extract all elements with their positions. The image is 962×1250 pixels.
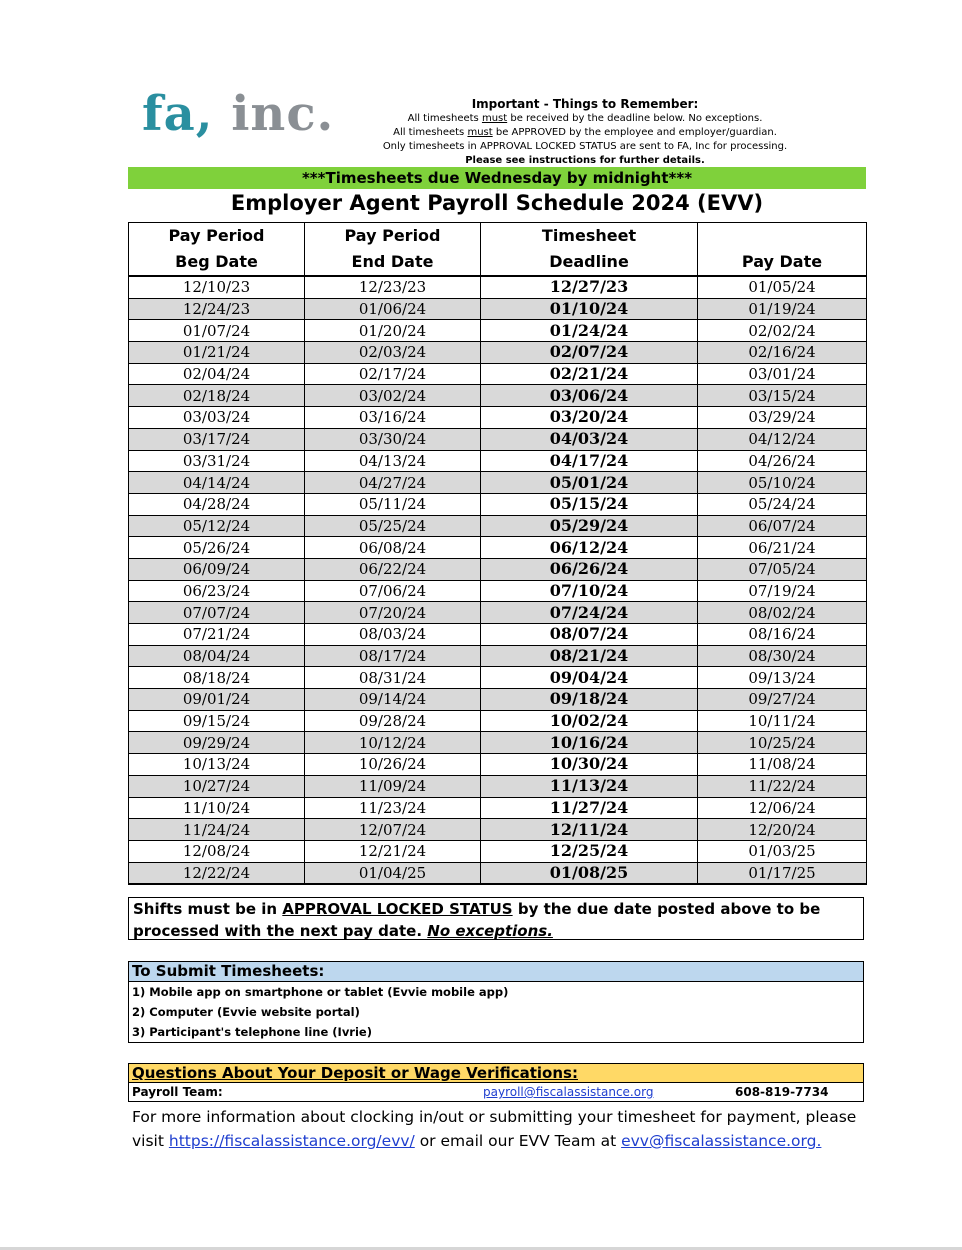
text: All timesheets — [407, 113, 482, 124]
cell-beg-date: 01/07/24 — [129, 320, 305, 342]
cell-pay-date: 07/05/24 — [698, 558, 867, 580]
no-exceptions-text: No exceptions. — [427, 922, 553, 940]
cell-deadline: 04/17/24 — [481, 450, 698, 472]
important-line-1 — [380, 112, 790, 126]
cell-deadline: 04/03/24 — [481, 428, 698, 450]
table-row — [129, 580, 867, 602]
cell-beg-date: 02/18/24 — [129, 385, 305, 407]
text: or email our EVV Team at — [414, 1132, 622, 1150]
cell-deadline: 03/06/24 — [481, 385, 698, 407]
table-row — [129, 732, 867, 754]
important-line-2 — [380, 126, 790, 140]
cell-pay-date: 12/06/24 — [698, 797, 867, 819]
cell-pay-date: 10/25/24 — [698, 732, 867, 754]
schedule-title: Employer Agent Payroll Schedule 2024 (EVV) — [230, 191, 764, 215]
cell-deadline: 02/21/24 — [481, 363, 698, 385]
cell-end-date: 03/02/24 — [305, 385, 481, 407]
table-row — [129, 667, 867, 689]
cell-pay-date: 11/08/24 — [698, 754, 867, 776]
cell-deadline: 05/29/24 — [481, 515, 698, 537]
cell-end-date: 09/28/24 — [305, 710, 481, 732]
table-row — [129, 819, 867, 841]
cell-deadline: 06/12/24 — [481, 537, 698, 559]
cell-pay-date: 04/12/24 — [698, 428, 867, 450]
payroll-team-label: Payroll Team: — [132, 1085, 223, 1099]
table-row — [129, 320, 867, 342]
cell-deadline: 09/18/24 — [481, 689, 698, 711]
cell-beg-date: 06/23/24 — [129, 580, 305, 602]
cell-deadline: 09/04/24 — [481, 667, 698, 689]
cell-pay-date: 09/13/24 — [698, 667, 867, 689]
cell-deadline: 10/02/24 — [481, 710, 698, 732]
cell-beg-date: 08/18/24 — [129, 667, 305, 689]
cell-pay-date: 06/07/24 — [698, 515, 867, 537]
payroll-schedule-table — [128, 222, 867, 885]
table-row — [129, 602, 867, 624]
cell-pay-date: 09/27/24 — [698, 689, 867, 711]
cell-beg-date: 04/14/24 — [129, 472, 305, 494]
cell-deadline: 06/26/24 — [481, 558, 698, 580]
cell-deadline: 11/13/24 — [481, 775, 698, 797]
table-row — [129, 407, 867, 429]
cell-deadline: 07/10/24 — [481, 580, 698, 602]
cell-beg-date: 12/10/23 — [129, 276, 305, 298]
questions-header-text: Questions About Your Deposit or Wage Verifications: — [132, 1064, 578, 1082]
cell-beg-date: 01/21/24 — [129, 342, 305, 364]
submit-item-computer: 2) Computer (Evvie website portal) — [132, 1005, 360, 1019]
cell-end-date: 06/22/24 — [305, 558, 481, 580]
cell-pay-date: 05/10/24 — [698, 472, 867, 494]
payroll-email-link[interactable]: payroll@fiscalassistance.org — [483, 1085, 654, 1099]
cell-pay-date: 03/01/24 — [698, 363, 867, 385]
cell-end-date: 10/26/24 — [305, 754, 481, 776]
cell-end-date: 12/07/24 — [305, 819, 481, 841]
cell-beg-date: 03/17/24 — [129, 428, 305, 450]
header-line: End Date — [351, 252, 434, 271]
payroll-team-row — [129, 1083, 863, 1102]
cell-pay-date: 03/15/24 — [698, 385, 867, 407]
table-body — [129, 276, 867, 884]
submit-timesheets-box — [128, 961, 864, 1043]
payroll-phone: 608-819-7734 — [735, 1085, 829, 1099]
cell-end-date: 12/21/24 — [305, 840, 481, 862]
header-beg-date — [129, 223, 305, 277]
cell-end-date: 05/25/24 — [305, 515, 481, 537]
cell-pay-date: 06/21/24 — [698, 537, 867, 559]
cell-end-date: 01/20/24 — [305, 320, 481, 342]
header-pay-date — [698, 223, 867, 277]
cell-beg-date: 10/13/24 — [129, 754, 305, 776]
cell-deadline: 02/07/24 — [481, 342, 698, 364]
table-header-row — [129, 223, 867, 277]
cell-end-date: 08/17/24 — [305, 645, 481, 667]
cell-deadline: 08/07/24 — [481, 624, 698, 646]
text: For more information about clocking in/out or submitting your timesheet for payment, please visit — [132, 1108, 857, 1150]
cell-beg-date: 11/10/24 — [129, 797, 305, 819]
cell-deadline: 01/24/24 — [481, 320, 698, 342]
cell-beg-date: 12/08/24 — [129, 840, 305, 862]
table-row — [129, 645, 867, 667]
cell-pay-date: 01/03/25 — [698, 840, 867, 862]
questions-header — [129, 1064, 863, 1083]
table-row — [129, 342, 867, 364]
cell-deadline: 12/27/23 — [481, 276, 698, 298]
table-row — [129, 298, 867, 320]
logo-fa: fa, — [142, 86, 214, 142]
table-row — [129, 862, 867, 884]
cell-end-date: 01/04/25 — [305, 862, 481, 884]
cell-deadline: 03/20/24 — [481, 407, 698, 429]
cell-deadline: 08/21/24 — [481, 645, 698, 667]
table-row — [129, 363, 867, 385]
cell-beg-date: 04/28/24 — [129, 493, 305, 515]
header-line: Pay Period — [168, 226, 265, 245]
cell-pay-date: 02/16/24 — [698, 342, 867, 364]
footer-info — [132, 1105, 862, 1153]
cell-beg-date: 07/07/24 — [129, 602, 305, 624]
table-row — [129, 450, 867, 472]
cell-end-date: 01/06/24 — [305, 298, 481, 320]
cell-pay-date: 01/19/24 — [698, 298, 867, 320]
submit-header: To Submit Timesheets: — [129, 962, 863, 982]
table-row — [129, 515, 867, 537]
cell-beg-date: 09/15/24 — [129, 710, 305, 732]
text: be APPROVED by the employee and employer/guardian. — [492, 127, 777, 138]
cell-pay-date: 08/02/24 — [698, 602, 867, 624]
cell-end-date: 03/16/24 — [305, 407, 481, 429]
cell-end-date: 08/31/24 — [305, 667, 481, 689]
submit-item-mobile: 1) Mobile app on smartphone or tablet (Evvie mobile app) — [132, 985, 509, 999]
cell-beg-date: 09/01/24 — [129, 689, 305, 711]
underlined-text: must — [481, 113, 508, 124]
logo-inc: inc. — [231, 86, 335, 142]
cell-deadline: 12/11/24 — [481, 819, 698, 841]
table-row — [129, 797, 867, 819]
important-line-3: Only timesheets in APPROVAL LOCKED STATUS are sent to FA, Inc for processing. — [382, 141, 788, 152]
table-row — [129, 754, 867, 776]
header-line: Beg Date — [175, 252, 258, 271]
cell-pay-date: 05/24/24 — [698, 493, 867, 515]
text: by the due date posted above to be processed with the next pay date. — [133, 900, 821, 940]
table-row — [129, 710, 867, 732]
table-row — [129, 624, 867, 646]
cell-end-date: 09/14/24 — [305, 689, 481, 711]
cell-pay-date: 08/30/24 — [698, 645, 867, 667]
underlined-text: must — [467, 127, 493, 138]
approval-notice — [128, 897, 864, 940]
cell-beg-date: 12/24/23 — [129, 298, 305, 320]
cell-end-date: 02/17/24 — [305, 363, 481, 385]
header-deadline — [481, 223, 698, 277]
table-row — [129, 689, 867, 711]
cell-beg-date: 11/24/24 — [129, 819, 305, 841]
cell-end-date: 07/06/24 — [305, 580, 481, 602]
cell-pay-date: 08/16/24 — [698, 624, 867, 646]
text: All timesheets — [393, 127, 468, 138]
cell-end-date: 11/23/24 — [305, 797, 481, 819]
text: Shifts must be in — [133, 900, 283, 918]
questions-box — [128, 1063, 864, 1102]
cell-pay-date: 01/05/24 — [698, 276, 867, 298]
cell-end-date: 05/11/24 — [305, 493, 481, 515]
cell-deadline: 10/16/24 — [481, 732, 698, 754]
cell-end-date: 04/13/24 — [305, 450, 481, 472]
cell-pay-date: 04/26/24 — [698, 450, 867, 472]
table-row — [129, 385, 867, 407]
cell-beg-date: 07/21/24 — [129, 624, 305, 646]
cell-end-date: 10/12/24 — [305, 732, 481, 754]
table-row — [129, 840, 867, 862]
cell-deadline: 01/08/25 — [481, 862, 698, 884]
cell-pay-date: 10/11/24 — [698, 710, 867, 732]
cell-beg-date: 10/27/24 — [129, 775, 305, 797]
cell-deadline: 12/25/24 — [481, 840, 698, 862]
cell-deadline: 05/01/24 — [481, 472, 698, 494]
cell-beg-date: 05/26/24 — [129, 537, 305, 559]
cell-beg-date: 12/22/24 — [129, 862, 305, 884]
underlined-text: APPROVAL LOCKED STATUS — [282, 900, 513, 918]
cell-pay-date: 02/02/24 — [698, 320, 867, 342]
table-row — [129, 775, 867, 797]
text: be received by the deadline below. No exceptions. — [507, 113, 763, 124]
cell-beg-date: 09/29/24 — [129, 732, 305, 754]
cell-pay-date: 03/29/24 — [698, 407, 867, 429]
cell-pay-date: 12/20/24 — [698, 819, 867, 841]
company-logo — [142, 86, 335, 142]
cell-deadline: 11/27/24 — [481, 797, 698, 819]
evv-website-link[interactable]: https://fiscalassistance.org/evv/ — [168, 1132, 415, 1150]
submit-item-telephone: 3) Participant's telephone line (Ivrie) — [132, 1025, 372, 1039]
cell-end-date: 08/03/24 — [305, 624, 481, 646]
table-row — [129, 558, 867, 580]
cell-beg-date: 02/04/24 — [129, 363, 305, 385]
cell-deadline: 01/10/24 — [481, 298, 698, 320]
header-end-date — [305, 223, 481, 277]
cell-end-date: 06/08/24 — [305, 537, 481, 559]
table-row — [129, 276, 867, 298]
cell-pay-date: 07/19/24 — [698, 580, 867, 602]
cell-beg-date: 05/12/24 — [129, 515, 305, 537]
cell-beg-date: 03/31/24 — [129, 450, 305, 472]
important-line-4: Please see instructions for further details. — [465, 155, 705, 166]
cell-beg-date: 08/04/24 — [129, 645, 305, 667]
cell-deadline: 10/30/24 — [481, 754, 698, 776]
cell-deadline: 05/15/24 — [481, 493, 698, 515]
table-row — [129, 428, 867, 450]
cell-end-date: 02/03/24 — [305, 342, 481, 364]
cell-end-date: 04/27/24 — [305, 472, 481, 494]
cell-end-date: 11/09/24 — [305, 775, 481, 797]
cell-pay-date: 01/17/25 — [698, 862, 867, 884]
cell-end-date: 07/20/24 — [305, 602, 481, 624]
header-line: Timesheet — [541, 226, 637, 245]
header-line: Deadline — [549, 252, 629, 271]
important-reminders — [380, 97, 790, 168]
header-line: Pay Date — [741, 252, 823, 271]
cell-beg-date: 06/09/24 — [129, 558, 305, 580]
evv-email-link[interactable]: evv@fiscalassistance.org. — [621, 1132, 822, 1150]
cell-deadline: 07/24/24 — [481, 602, 698, 624]
table-row — [129, 493, 867, 515]
cell-beg-date: 03/03/24 — [129, 407, 305, 429]
table-row — [129, 537, 867, 559]
deadline-banner: ***Timesheets due Wednesday by midnight*** — [128, 167, 866, 189]
cell-end-date: 12/23/23 — [305, 276, 481, 298]
important-title: Important - Things to Remember: — [471, 97, 699, 111]
cell-pay-date: 11/22/24 — [698, 775, 867, 797]
cell-end-date: 03/30/24 — [305, 428, 481, 450]
header-line: Pay Period — [344, 226, 441, 245]
table-row — [129, 472, 867, 494]
